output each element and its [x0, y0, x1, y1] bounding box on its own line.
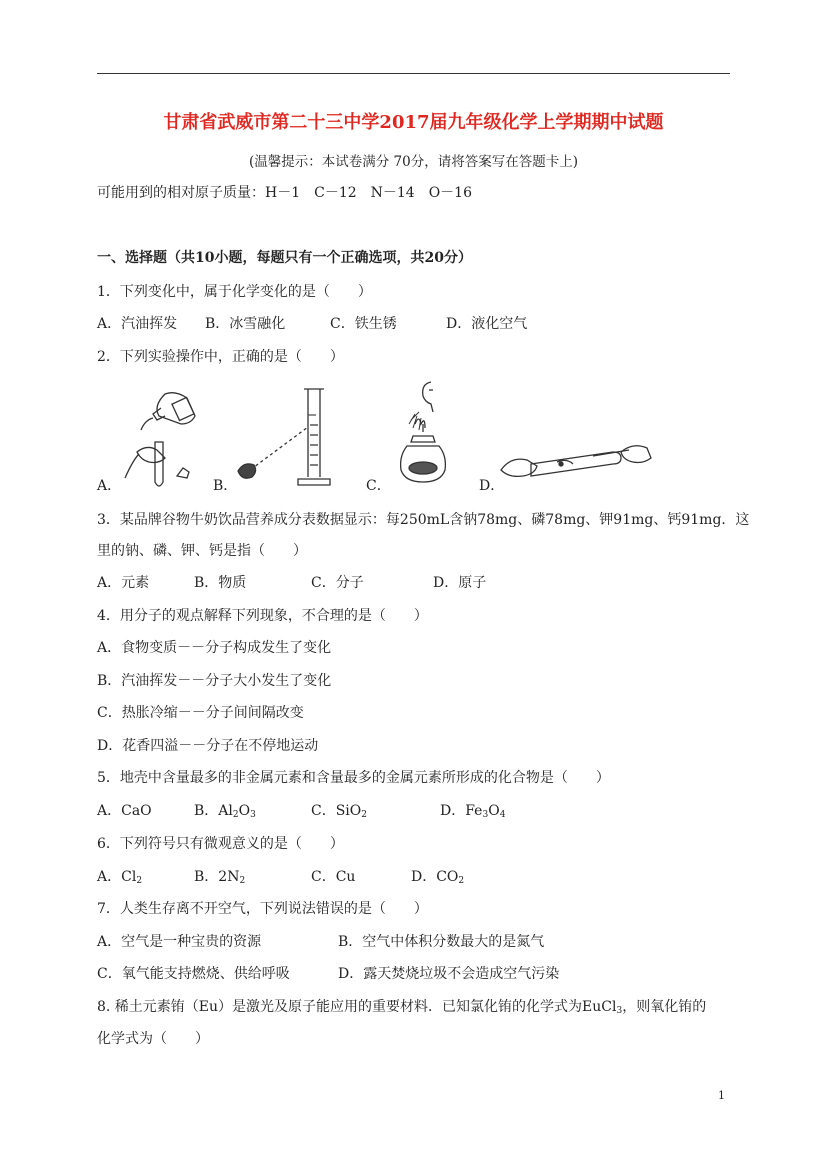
q1-option-a: A．汽油挥发 [97, 316, 178, 332]
q2-option-d: D． [479, 478, 505, 494]
q1-option-d: D．液化空气 [446, 316, 528, 332]
q2-option-c: C． [366, 478, 391, 494]
q7-option-d: D．露天焚烧垃圾不会造成空气污染 [338, 966, 560, 982]
q6-option-c: C．Cu [311, 869, 356, 885]
question-3-stem-line1: 3．某品牌谷物牛奶饮品营养成分表数据显示：每250mL含钠78mg、磷78mg、钾91mg、钙91mg．这 [97, 512, 750, 528]
q3-option-d: D．原子 [433, 575, 487, 591]
q2-option-b: B． [213, 478, 238, 494]
question-5-stem: 5．地壳中含量最多的非金属元素和含量最多的金属元素所形成的化合物是（ ） [97, 770, 610, 786]
figure-graduated-cylinder-icon [232, 385, 337, 490]
q6-option-b: B．$2N_2$ [194, 869, 246, 886]
q4-option-d: D．花香四溢－－分子在不停地运动 [97, 738, 319, 754]
q3-option-c: C．分子 [311, 575, 364, 591]
q4-option-a: A．食物变质－－分子构成发生了变化 [97, 640, 332, 656]
q7-option-c: C．氧气能支持燃烧、供给呼吸 [97, 966, 290, 982]
exam-note: (温馨提示：本试卷满分 70分，请将答案写在答题卡上) [248, 154, 578, 170]
q7-option-a: A．空气是一种宝贵的资源 [97, 934, 262, 950]
q3-option-a: A．元素 [97, 575, 150, 591]
question-6-stem: 6．下列符号只有微观意义的是（ ） [97, 836, 344, 852]
question-3-stem-line2: 里的钠、磷、钾、钙是指（ ） [97, 543, 307, 559]
q4-option-b: B．汽油挥发－－分子大小发生了变化 [97, 673, 332, 689]
header-rule [97, 73, 730, 74]
q6-option-d: D．$CO_2$ [411, 869, 465, 886]
question-2-stem: 2．下列实验操作中，正确的是（ ） [97, 349, 344, 365]
figure-test-tube-horizontal-icon [497, 430, 657, 490]
question-8-stem-line2: 化学式为（ ） [97, 1031, 209, 1047]
q5-option-c: C．SiO$_2$ [311, 803, 367, 820]
exam-title: 甘肃省武威市第二十三中学2017届九年级化学上学期期中试题 [163, 112, 664, 133]
q5-option-d: D．$Fe_3O_4$ [440, 803, 506, 820]
q4-option-c: C．热胀冷缩－－分子间间隔改变 [97, 705, 304, 721]
page-number: 1 [718, 1089, 725, 1102]
question-7-stem: 7．人类生存离不开空气，下列说法错误的是（ ） [97, 901, 428, 917]
question-8-stem-line1: 8. 稀土元素铕（Eu）是激光及原子能应用的重要材料．已知氯化铕的化学式为EuCl$_3$，则氧化铕的 [97, 999, 707, 1016]
q5-option-a: A．CaO [97, 803, 152, 819]
figure-alcohol-lamp-icon [385, 376, 465, 490]
question-4-stem: 4．用分子的观点解释下列现象，不合理的是（ ） [97, 608, 428, 624]
atomic-mass-line: 可能用到的相对原子质量：H－1 C－12 N－14 O－16 [97, 185, 472, 201]
section-heading: 一、选择题（共10小题，每题只有一个正确选项，共20分） [97, 250, 472, 266]
q2-option-a: A． [97, 478, 122, 494]
q5-option-b: B．$Al_2O_3$ [194, 803, 256, 820]
q7-option-b: B．空气中体积分数最大的是氮气 [338, 934, 545, 950]
q1-option-b: B．冰雪融化 [205, 316, 286, 332]
q3-option-b: B．物质 [194, 575, 247, 591]
q6-option-a: A．$Cl_2$ [97, 869, 143, 886]
question-1-stem: 1．下列变化中，属于化学变化的是（ ） [97, 284, 372, 300]
figure-pouring-liquid-icon [115, 388, 210, 490]
q1-option-c: C．铁生锈 [330, 316, 397, 332]
